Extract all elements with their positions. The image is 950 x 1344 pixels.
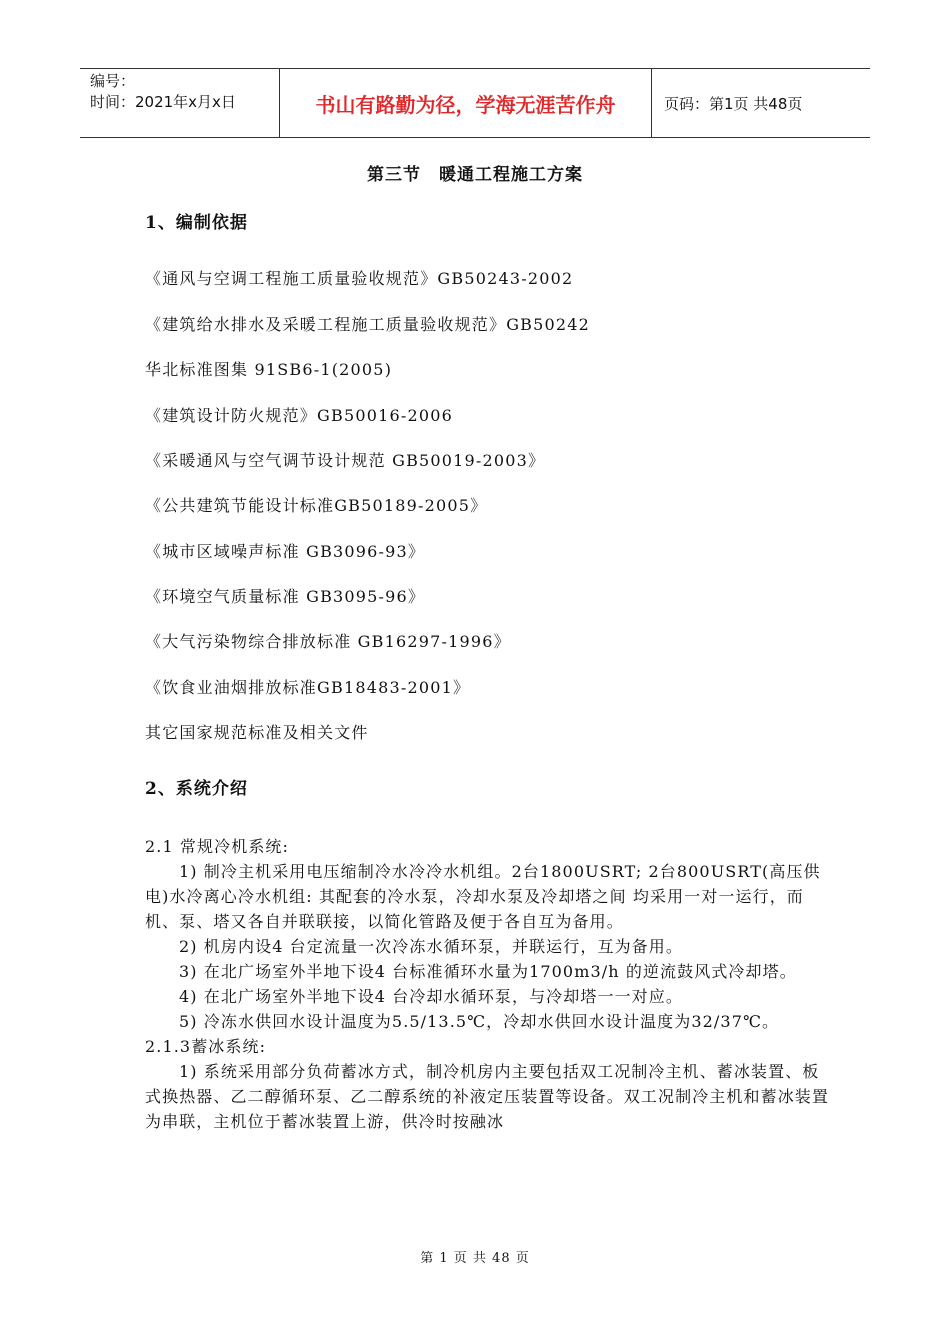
header-motto: 书山有路勤为径，学海无涯苦作舟 [280, 69, 652, 137]
reference-item: 《城市区域噪声标准 GB3096-93》 [145, 542, 426, 561]
reference-item: 华北标准图集 91SB6-1(2005) [145, 360, 393, 379]
date-label: 时间：2021年x月x日 [90, 93, 236, 111]
reference-item: 《大气污染物综合排放标准 GB16297-1996》 [145, 632, 511, 651]
paragraph: 2.1 常规冷机系统: [145, 837, 290, 856]
paragraph: 2) 机房内设4 台定流量一次冷冻水循环泵，并联运行，互为备用。 [179, 937, 683, 956]
header-page-info: 页码：第1页 共48页 [664, 94, 803, 113]
reference-item: 《建筑设计防火规范》GB50016-2006 [145, 406, 453, 425]
reference-item: 《建筑给水排水及采暖工程施工质量验收规范》GB50242 [145, 315, 591, 334]
reference-item: 《通风与空调工程施工质量验收规范》GB50243-2002 [145, 269, 574, 288]
reference-item: 《采暖通风与空气调节设计规范 GB50019-2003》 [145, 451, 546, 470]
reference-item: 《公共建筑节能设计标准GB50189-2005》 [145, 496, 488, 515]
paragraph: 1) 制冷主机采用电压缩制冷水冷冷水机组。2台1800USRT; 2台800USRT(高压供电)水冷离心冷水机组: 其配套的冷水泵，冷却水泵及冷却塔之间 均采用一对一运行，而机、泵、塔又各自并联联接，以简化管路及便于各自互为备用。 [145, 862, 821, 931]
section-heading-basis: 1、编制依据 [145, 213, 248, 233]
paragraph: 3) 在北广场室外半地下设4 台标准循环水量为1700m3/h 的逆流鼓风式冷却塔。 [179, 962, 797, 981]
section-heading-system: 2、系统介绍 [145, 779, 248, 799]
header-meta [80, 69, 280, 137]
reference-item: 《环境空气质量标准 GB3095-96》 [145, 587, 426, 606]
reference-item: 《饮食业油烟排放标准GB18483-2001》 [145, 678, 471, 697]
page-header [80, 68, 870, 138]
number-label: 编号： [90, 72, 136, 90]
paragraph: 5) 冷冻水供回水设计温度为5.5/13.5℃，冷却水供回水设计温度为32/37℃。 [179, 1012, 780, 1031]
reference-item: 其它国家规范标准及相关文件 [145, 723, 369, 742]
document-title: 第三节 暖通工程施工方案 [367, 165, 583, 185]
page-footer: 第 1 页 共 48 页 [420, 1251, 530, 1266]
paragraph: 1) 系统采用部分负荷蓄冰方式，制冷机房内主要包括双工况制冷主机、蓄冰装置、板式换热器、乙二醇循环泵、乙二醇系统的补液定压装置等设备。双工况制冷主机和蓄冰装置为串联，主机位于蓄冰装置上游，供冷时按融冰 [145, 1062, 830, 1131]
paragraph: 2.1.3蓄冰系统: [145, 1037, 267, 1056]
system-description [145, 834, 835, 1134]
paragraph: 4) 在北广场室外半地下设4 台冷却水循环泵，与冷却塔一一对应。 [179, 987, 683, 1006]
